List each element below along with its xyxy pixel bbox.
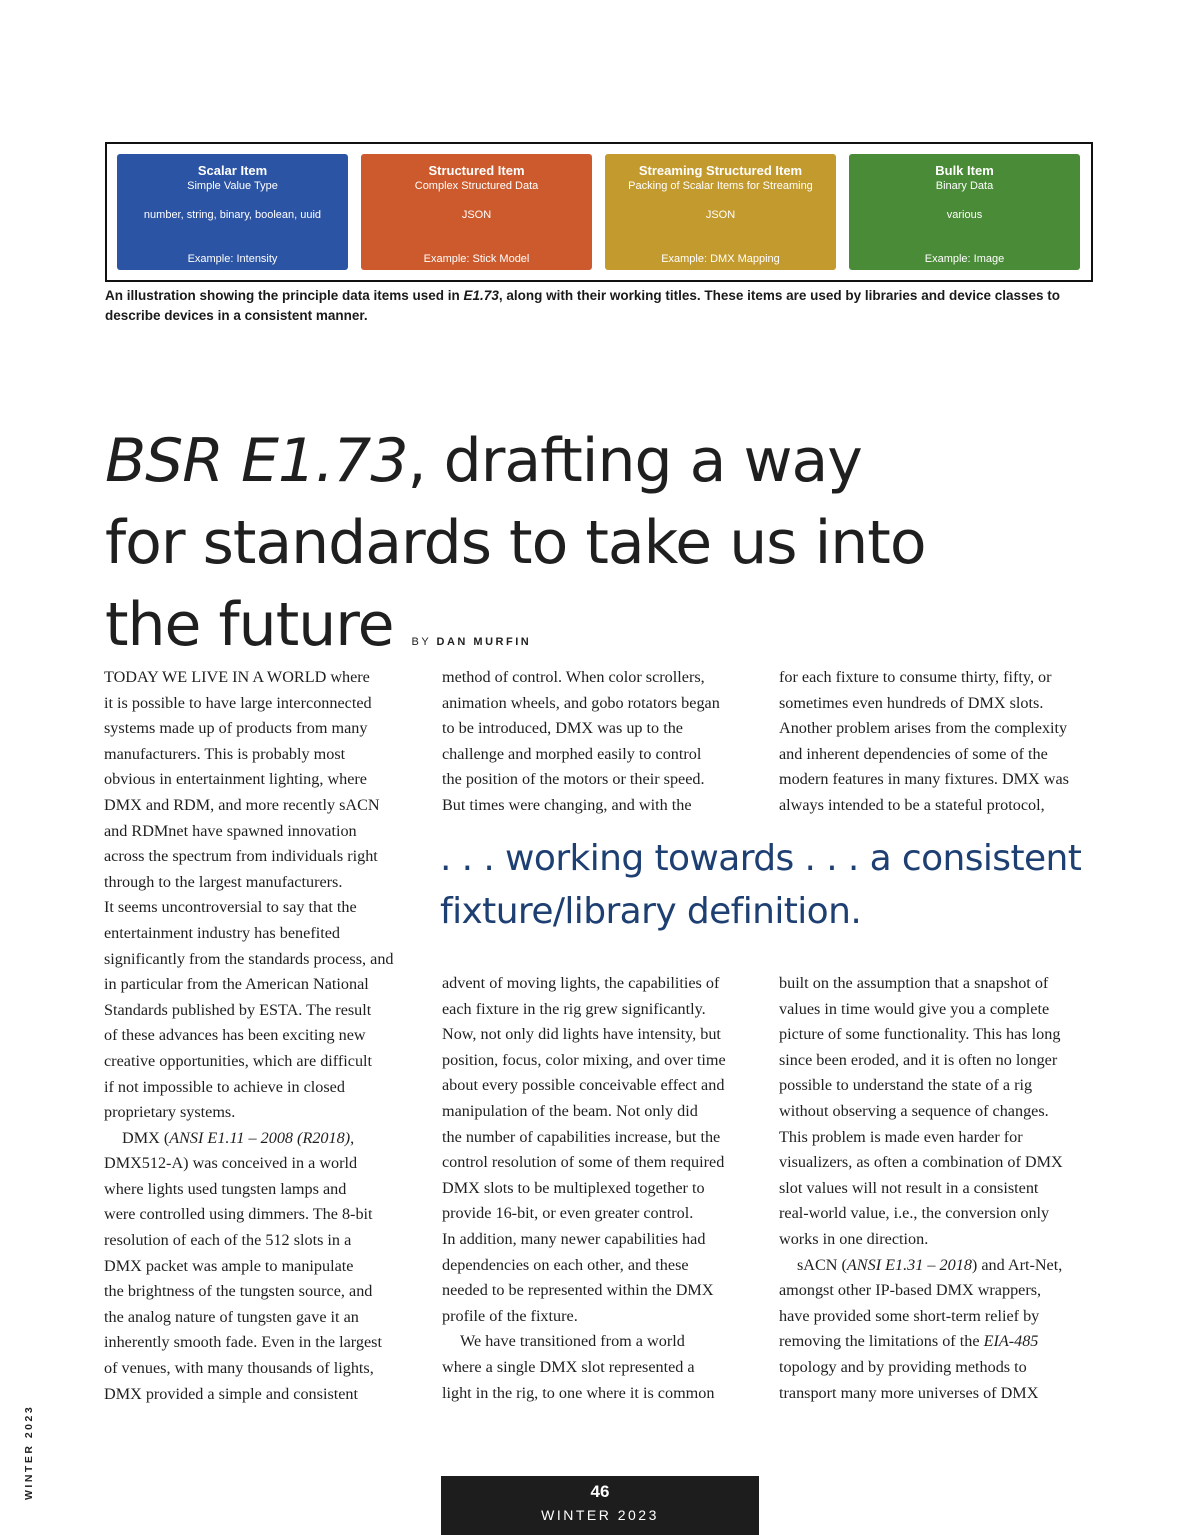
text-line: profile of the fixture. [442, 1306, 578, 1325]
structured-item-box [361, 154, 592, 270]
text-line: sometimes even hundreds of DMX slots. [779, 693, 1044, 712]
byline-author: DAN MURFIN [436, 636, 532, 649]
column-2-bottom [442, 971, 757, 1406]
text-line: inherently smooth fade. Even in the largest [104, 1333, 382, 1352]
text-line [104, 1126, 424, 1152]
text-line: Now, not only did lights have intensity, but [442, 1025, 721, 1044]
text-line: challenge and morphed easily to control [442, 744, 702, 763]
caption-standard-ref: E1.73 [463, 288, 499, 303]
text-line: for each fixture to consume thirty, fifty, or [779, 668, 1052, 686]
text-line: since been eroded, and it is often no longer [779, 1050, 1058, 1069]
text-line: always intended to be a stateful protocol, [779, 795, 1045, 814]
box-example: Example: Stick Model [423, 253, 530, 265]
text-line: entertainment industry has benefited [104, 923, 340, 942]
box-example: Example: Intensity [187, 253, 278, 265]
column-1 [104, 665, 424, 1407]
standard-ref: EIA-485 [983, 1332, 1039, 1351]
text-line [779, 1329, 1099, 1355]
text-line: proprietary systems. [104, 1103, 236, 1122]
text-line: built on the assumption that a snapshot of [779, 974, 1049, 992]
box-example: Example: DMX Mapping [661, 253, 780, 265]
text-line: This problem is made even harder for [779, 1127, 1023, 1146]
text-line: needed to be represented within the DMX [442, 1281, 714, 1300]
page-footer [441, 1476, 759, 1535]
text-line: But times were changing, and with the [442, 795, 692, 814]
text-line: to be introduced, DMX was up to the [442, 719, 683, 738]
text-line: possible to understand the state of a rig [779, 1076, 1033, 1095]
text-line: topology and by providing methods to [779, 1357, 1027, 1376]
text-line: of these advances has been exciting new [104, 1026, 366, 1045]
text-line: the position of the motors or their speed. [442, 770, 705, 789]
text-line: through to the largest manufacturers. [104, 872, 343, 891]
issue-label: WINTER 2023 [541, 1507, 659, 1523]
text-segment: sACN ( [797, 1255, 847, 1274]
box-types: JSON [461, 209, 492, 221]
text-line: real-world value, i.e., the conversion only [779, 1204, 1050, 1223]
text-line: modern features in many fixtures. DMX was [779, 770, 1069, 789]
text-line: We have transitioned from a world [460, 1332, 685, 1351]
column-3-bottom [779, 971, 1099, 1406]
text-line: obvious in entertainment lighting, where [104, 770, 367, 789]
text-line: have provided some short-term relief by [779, 1306, 1040, 1325]
text-line: amongst other IP-based DMX wrappers, [779, 1281, 1042, 1300]
text-line: TODAY WE LIVE IN A WORLD where [104, 668, 370, 686]
text-line: each fixture in the rig grew significantly. [442, 999, 706, 1018]
pull-quote-line-1: . . . working towards . . . a consistent [440, 838, 1082, 879]
text-line: of venues, with many thousands of lights, [104, 1359, 374, 1378]
pull-quote-line-2: fixture/library definition. [440, 891, 862, 932]
text-line: DMX slots to be multiplexed together to [442, 1178, 705, 1197]
box-subtitle: Binary Data [935, 180, 994, 192]
standard-ref: ANSI E1.31 – 2018 [846, 1255, 972, 1274]
text-line: the number of capabilities increase, but the [442, 1127, 721, 1146]
text-line [779, 1253, 1099, 1279]
text-line: animation wheels, and gobo rotators began [442, 693, 720, 712]
text-line: DMX512-A) was conceived in a world [104, 1154, 358, 1173]
text-segment: ) and Art-Net, [971, 1255, 1063, 1274]
data-items-figure [105, 142, 1093, 282]
text-line: values in time would give you a complete [779, 999, 1050, 1018]
text-line: picture of some functionality. This has long [779, 1025, 1061, 1044]
column-3-top [779, 665, 1099, 819]
text-line: the brightness of the tungsten source, and [104, 1282, 373, 1301]
figure-caption [105, 286, 1097, 326]
box-title: Structured Item [428, 163, 525, 178]
text-line: it is possible to have large interconnected [104, 693, 372, 712]
text-line: DMX provided a simple and consistent [104, 1384, 359, 1403]
headline-line-3-text: the future [105, 590, 394, 661]
byline-prefix: BY [411, 636, 437, 649]
headline-line-2: for standards to take us into [105, 508, 926, 579]
text-line: slot values will not result in a consistent [779, 1178, 1039, 1197]
box-subtitle: Packing of Scalar Items for Streaming [628, 180, 813, 192]
text-segment: DMX ( [122, 1128, 170, 1147]
caption-text-rest: , along with their working titles. These items are used by libraries and device classes to describe devices in a consistent manner. [105, 288, 1061, 323]
streaming-structured-item-box [605, 154, 836, 270]
box-example: Example: Image [924, 253, 1005, 265]
headline-line-1 [105, 420, 1005, 502]
side-issue-label: WINTER 2023 [23, 1404, 35, 1500]
article-headline [105, 420, 1005, 683]
text-line: were controlled using dimmers. The 8-bit [104, 1205, 373, 1224]
byline [412, 636, 532, 648]
pull-quote [440, 832, 1100, 938]
text-line: method of control. When color scrollers, [442, 668, 705, 686]
text-line: provide 16-bit, or even greater control. [442, 1204, 694, 1223]
text-line: where a single DMX slot represented a [442, 1357, 695, 1376]
text-line: It seems uncontroversial to say that the [104, 898, 357, 917]
text-segment: , [350, 1128, 355, 1147]
text-line: works in one direction. [779, 1229, 929, 1248]
headline-standard: BSR E1.73 [105, 426, 408, 497]
text-segment: removing the limitations of the [779, 1332, 984, 1351]
bulk-item-box [849, 154, 1080, 270]
box-types: number, string, binary, boolean, uuid [143, 209, 322, 221]
text-line: the analog nature of tungsten gave it an [104, 1307, 359, 1326]
text-line: position, focus, color mixing, and over time [442, 1050, 726, 1069]
text-line: In addition, many newer capabilities had [442, 1229, 706, 1248]
text-line: manufacturers. This is probably most [104, 744, 346, 763]
box-types: JSON [705, 209, 736, 221]
text-line: without observing a sequence of changes. [779, 1101, 1049, 1120]
text-line: systems made up of products from many [104, 719, 368, 738]
text-line: dependencies on each other, and these [442, 1255, 689, 1274]
column-2-top [442, 665, 757, 819]
page-number: 46 [590, 1482, 610, 1501]
text-line: DMX and RDM, and more recently sACN [104, 795, 380, 814]
text-line: about every possible conceivable effect and [442, 1076, 725, 1095]
text-line: resolution of each of the 512 slots in a [104, 1231, 352, 1250]
box-title: Bulk Item [935, 163, 994, 178]
caption-text: An illustration showing the principle data items used in [105, 288, 464, 303]
text-line: across the spectrum from individuals right [104, 847, 378, 866]
text-line: in particular from the American National [104, 975, 369, 994]
text-line: if not impossible to achieve in closed [104, 1077, 345, 1096]
box-subtitle: Complex Structured Data [414, 180, 539, 192]
text-line: and inherent dependencies of some of the [779, 744, 1048, 763]
standard-ref: ANSI E1.11 – 2008 (R2018) [169, 1128, 351, 1147]
text-line: creative opportunities, which are difficult [104, 1051, 373, 1070]
text-line: control resolution of some of them required [442, 1153, 725, 1172]
headline-line-1-rest: , drafting a way [407, 426, 862, 497]
text-line: manipulation of the beam. Not only did [442, 1101, 698, 1120]
text-line: where lights used tungsten lamps and [104, 1179, 347, 1198]
box-subtitle: Simple Value Type [187, 180, 278, 192]
box-title: Streaming Structured Item [638, 163, 803, 178]
text-line: visualizers, as often a combination of DMX [779, 1153, 1063, 1172]
scalar-item-box [117, 154, 348, 270]
text-line: Another problem arises from the complexity [779, 719, 1068, 738]
text-line: and RDMnet have spawned innovation [104, 821, 357, 840]
box-types: various [946, 209, 983, 221]
text-line: Standards published by ESTA. The result [104, 1000, 372, 1019]
text-line: advent of moving lights, the capabilities of [442, 974, 720, 992]
text-line: transport many more universes of DMX [779, 1383, 1039, 1402]
text-line: DMX packet was ample to manipulate [104, 1256, 354, 1275]
text-line: significantly from the standards process, and [104, 949, 394, 968]
box-title: Scalar Item [197, 163, 268, 178]
text-line: light in the rig, to one where it is common [442, 1383, 715, 1402]
